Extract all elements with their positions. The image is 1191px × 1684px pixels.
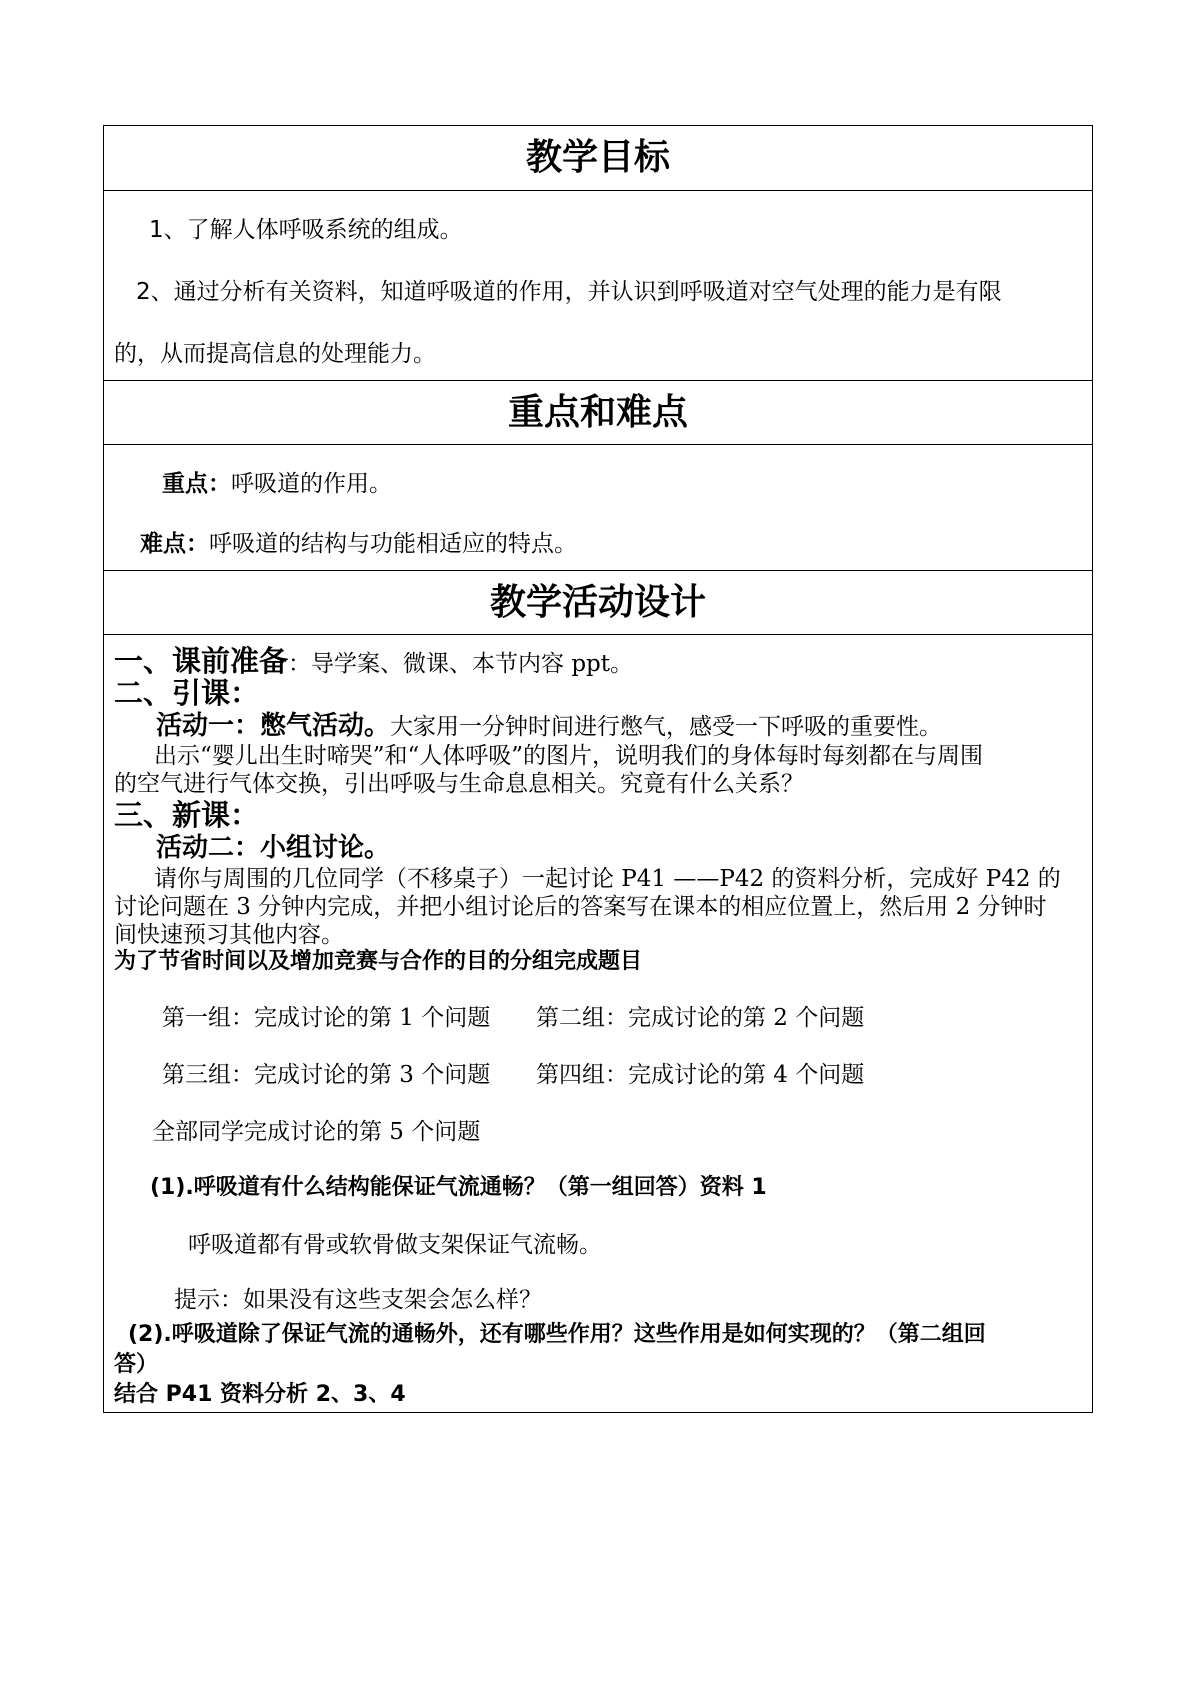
- goal-item-2-line-1: 2、通过分析有关资料，知道呼吸道的作用，并认识到呼吸道对空气处理的能力是有限: [136, 279, 1002, 305]
- goals-content: [104, 190, 1092, 380]
- group-2: 第二组：完成讨论的第 2 个问题: [536, 1005, 865, 1031]
- difficult-label: 难点：: [140, 531, 209, 557]
- show-line-2: 的空气进行气体交换，引出呼吸与生命息息相关。究竟有什么关系？: [114, 771, 804, 797]
- group-title: 为了节省时间以及增加竞赛与合作的目的分组完成题目: [114, 949, 643, 974]
- goals-title: 教学目标: [525, 137, 670, 178]
- prep-label: 一、课前准备: [114, 644, 289, 678]
- goals-header: [104, 126, 1092, 190]
- group-3: 第三组：完成讨论的第 3 个问题: [162, 1062, 491, 1088]
- key-label: 重点：: [162, 471, 231, 497]
- question-1: (1).呼吸道有什么结构能保证气流通畅？（第一组回答）资料 1: [150, 1175, 767, 1200]
- goal-item-2-line-2: 的，从而提高信息的处理能力。: [114, 341, 436, 367]
- key-point: [162, 465, 392, 498]
- all-groups: 全部同学完成讨论的第 5 个问题: [152, 1119, 481, 1145]
- lesson-table: [103, 125, 1093, 1413]
- group-4: 第四组：完成讨论的第 4 个问题: [536, 1062, 865, 1088]
- activities-title: 教学活动设计: [489, 582, 706, 623]
- activity-2-label: 活动二：小组讨论。: [156, 833, 391, 863]
- key-points-title: 重点和难点: [507, 392, 688, 433]
- show-line-1: 出示“婴儿出生时啼哭”和“人体呼吸”的图片，说明我们的身体每时每刻都在与周围: [154, 743, 984, 769]
- question-2-line-1: (2).呼吸道除了保证气流的通畅外，还有哪些作用？这些作用是如何实现的？（第二组回: [128, 1322, 986, 1347]
- discuss-line-1: 请你与周围的几位同学（不移桌子）一起讨论 P41 ——P42 的资料分析，完成好 P42 的: [154, 866, 1061, 892]
- hint: 提示：如果没有这些支架会怎么样？: [174, 1287, 542, 1313]
- combine-line: 结合 P41 资料分析 2、3、4: [114, 1382, 406, 1407]
- answer-1: 呼吸道都有骨或软骨做支架保证气流畅。: [188, 1232, 602, 1258]
- activity-1-text: 大家用一分钟时间进行憋气，感受一下呼吸的重要性。: [390, 714, 943, 740]
- activity-1-label: 活动一：憋气活动。: [156, 711, 391, 741]
- difficult-text: 呼吸道的结构与功能相适应的特点。: [209, 531, 577, 557]
- new-lesson-label: 三、新课：: [114, 798, 260, 832]
- key-points-header: [104, 380, 1092, 444]
- activities-content: [104, 634, 1092, 1412]
- key-text: 呼吸道的作用。: [231, 471, 392, 497]
- group-1: 第一组：完成讨论的第 1 个问题: [162, 1005, 491, 1031]
- difficult-point: [140, 525, 577, 558]
- goal-item-1: 1、了解人体呼吸系统的组成。: [149, 217, 463, 243]
- question-2-line-2: 答）: [114, 1352, 159, 1377]
- activities-header: [104, 570, 1092, 634]
- key-points-content: [104, 444, 1092, 570]
- prep-text: ：导学案、微课、本节内容 ppt。: [288, 651, 634, 677]
- intro-label: 二、引课：: [114, 676, 260, 710]
- discuss-line-2: 讨论问题在 3 分钟内完成，并把小组讨论后的答案写在课本的相应位置上，然后用 2 分钟时: [114, 894, 1047, 920]
- discuss-line-3: 间快速预习其他内容。: [114, 922, 344, 948]
